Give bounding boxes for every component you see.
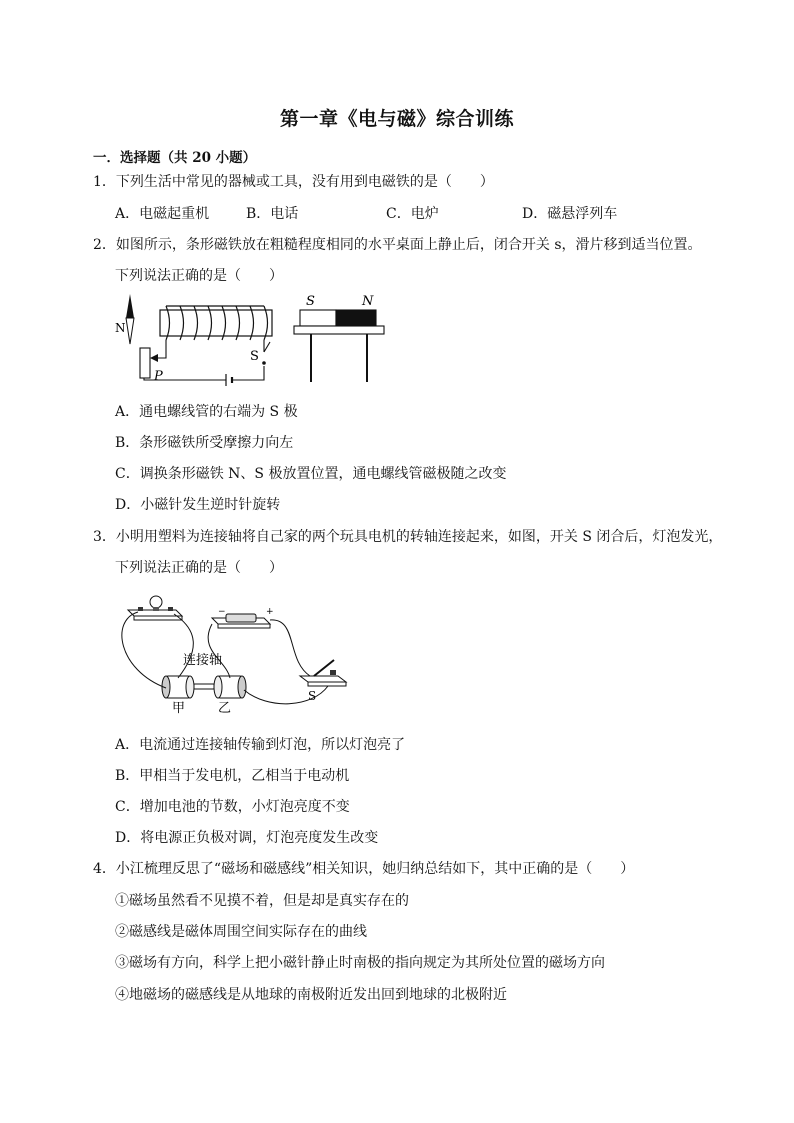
- question-4-item-4: ④地磁场的磁感线是从地球的南极附近发出回到地球的北极附近: [115, 987, 507, 1003]
- question-4-stem: 4．小江梳理反思了“磁场和磁感线”相关知识，她归纳总结如下，其中正确的是（ ）: [93, 861, 635, 877]
- bulb-board: [128, 596, 182, 620]
- question-2-option-d: D．小磁针发生逆时针旋转: [115, 497, 281, 513]
- section-heading: 一．选择题（共 20 小题）: [93, 150, 257, 166]
- question-4-item-2: ②磁感线是磁体周围空间实际存在的曲线: [115, 924, 367, 940]
- switch-s-label: S: [308, 689, 317, 703]
- rheostat: [140, 348, 150, 378]
- question-3-option-b: B．甲相当于发电机，乙相当于电动机: [115, 768, 350, 784]
- question-1-stem: 1．下列生活中常见的器械或工具，没有用到电磁铁的是（ ）: [93, 174, 494, 190]
- motor-jia: [162, 676, 194, 698]
- question-1-option-b: B．电话: [246, 206, 299, 222]
- solenoid-core: [160, 310, 272, 336]
- axle-label: 连接轴: [183, 653, 223, 668]
- question-4-item-1: ①磁场虽然看不见摸不着，但是却是真实存在的: [115, 893, 409, 909]
- question-3-stem-continued: 下列说法正确的是（ ）: [115, 560, 283, 576]
- question-4-item-3: ③磁场有方向，科学上把小磁针静止时南极的指向规定为其所处位置的磁场方向: [115, 955, 605, 971]
- magnet-s-half: [300, 310, 336, 326]
- compass-n-label: N: [115, 321, 126, 335]
- slider-p-label: P: [154, 369, 163, 384]
- rheostat-slider: [150, 354, 158, 362]
- switch-s-label: S: [250, 349, 259, 364]
- question-1-option-a: A．电磁起重机: [115, 206, 210, 222]
- question-3-option-d: D．将电源正负极对调，灯泡亮度发生改变: [115, 830, 379, 846]
- compass-needle: [126, 294, 134, 344]
- switch-contact: [262, 361, 266, 365]
- table-top: [294, 326, 384, 334]
- question-1-option-c: C．电炉: [386, 206, 439, 222]
- question-2-stem-continued: 下列说法正确的是（ ）: [115, 268, 283, 284]
- connecting-axle: [194, 684, 214, 689]
- motor-generator-figure: [108, 590, 358, 720]
- question-1-option-d: D．磁悬浮列车: [522, 206, 618, 222]
- question-3-option-c: C．增加电池的节数，小灯泡亮度不变: [115, 799, 350, 815]
- solenoid-circuit-figure: [108, 290, 398, 395]
- motor-yi: [214, 676, 246, 698]
- question-2-option-a: A．通电螺线管的右端为 S 极: [115, 404, 298, 420]
- question-3-stem: 3．小明用塑料为连接轴将自己家的两个玩具电机的转轴连接起来，如图，开关 S 闭合后，灯泡发光，: [93, 529, 723, 545]
- battery-plus-label: +: [266, 607, 274, 617]
- motor-yi-label: 乙: [218, 701, 232, 716]
- bulb-icon: [150, 596, 162, 608]
- switch-blade: [264, 342, 270, 352]
- battery-holder: [212, 607, 274, 628]
- question-2-option-b: B．条形磁铁所受摩擦力向左: [115, 435, 294, 451]
- page-title: 第一章《电与磁》综合训练: [279, 108, 514, 130]
- question-2-option-c: C．调换条形磁铁 N、S 极放置位置，通电螺线管磁极随之改变: [115, 466, 507, 482]
- magnet-n-label: N: [362, 294, 374, 309]
- battery-minus-label: −: [218, 607, 226, 617]
- question-3-option-a: A．电流通过连接轴传输到灯泡，所以灯泡亮了: [115, 737, 406, 753]
- motor-jia-label: 甲: [172, 701, 186, 716]
- magnet-n-half: [336, 310, 376, 326]
- question-2-stem: 2．如图所示，条形磁铁放在粗糙程度相同的水平桌面上静止后，闭合开关 s，滑片移到适当位置。: [93, 237, 702, 253]
- magnet-s-label: S: [306, 294, 315, 309]
